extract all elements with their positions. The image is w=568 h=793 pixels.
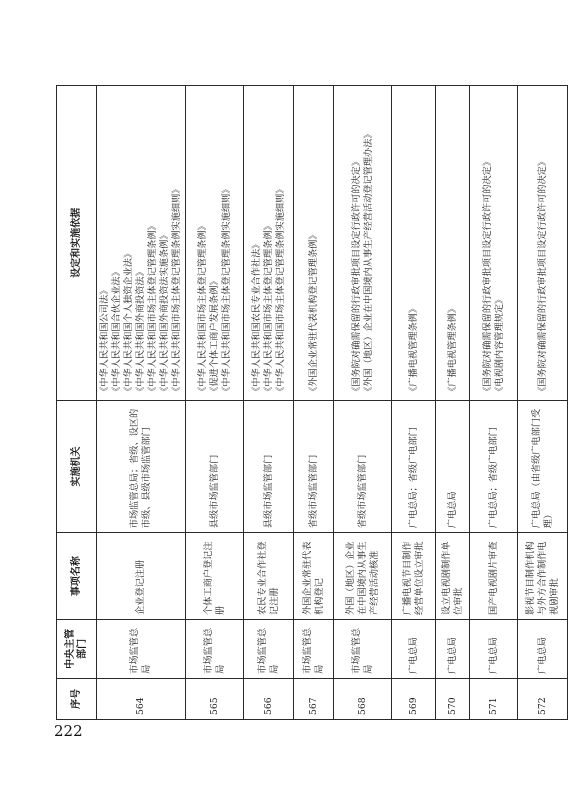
basis-line: 《促进个体工商户发展条例》 bbox=[208, 276, 220, 396]
table-row bbox=[392, 86, 436, 720]
cell-dept: 市场监管总局 bbox=[334, 619, 392, 678]
basis-line: 《中华人民共和国市场主体登记管理条例实施细则》 bbox=[274, 184, 286, 396]
table-row bbox=[470, 86, 518, 720]
header-basis: 设定和实施依据 bbox=[57, 86, 97, 401]
cell-item: 外国（地区）企业在中国境内从事生产经营活动核准 bbox=[334, 533, 392, 620]
cell-dept: 市场监管总局 bbox=[186, 619, 244, 678]
cell-seq: 572 bbox=[518, 678, 568, 719]
cell-basis bbox=[244, 86, 294, 401]
cell-dept: 市场监管总局 bbox=[97, 619, 186, 678]
cell-basis bbox=[97, 86, 186, 401]
cell-agency: 省级市场监管部门 bbox=[294, 400, 334, 532]
basis-line: 《中华人民共和国公司法》 bbox=[99, 285, 110, 396]
basis-line: 《中华人民共和国市场主体登记管理条例实施细则》 bbox=[171, 184, 182, 396]
cell-dept: 市场监管总局 bbox=[294, 619, 334, 678]
basis-line: 《外国（地区）企业在中国境内从事生产经营活动登记管理办法》 bbox=[362, 129, 374, 396]
basis-line: 《国务院对确需保留的行政审批项目设定行政许可的决定》 bbox=[536, 156, 548, 396]
basis-line: 《外国企业常驻代表机构登记管理条例》 bbox=[307, 230, 319, 396]
table-row bbox=[334, 86, 392, 720]
cell-agency: 县级市场监管部门 bbox=[186, 400, 244, 532]
cell-basis bbox=[294, 86, 334, 401]
cell-seq: 565 bbox=[186, 678, 244, 719]
basis-line: 《中华人民共和国市场主体登记管理条例》 bbox=[147, 221, 158, 396]
cell-item: 外国企业常驻代表机构登记 bbox=[294, 533, 334, 620]
cell-agency: 广电总局（由省级广电部门受理） bbox=[518, 400, 568, 532]
basis-line: 《国务院对确需保留的行政审批项目设定行政许可的决定》 bbox=[481, 156, 493, 396]
table-header-row bbox=[57, 86, 97, 720]
basis-line: 《电视剧内容管理规定》 bbox=[493, 294, 505, 396]
cell-item: 企业登记注册 bbox=[97, 533, 186, 620]
cell-agency: 市场监管总局；省级、设区的市级、县级市场监管部门 bbox=[97, 400, 186, 532]
cell-item: 农民专业合作社登记注册 bbox=[244, 533, 294, 620]
cell-dept: 广电总局 bbox=[436, 619, 470, 678]
basis-line: 《中华人民共和国市场主体登记管理条例》 bbox=[196, 221, 208, 396]
cell-seq: 566 bbox=[244, 678, 294, 719]
cell-seq: 569 bbox=[392, 678, 436, 719]
cell-seq: 571 bbox=[470, 678, 518, 719]
basis-line: 《中华人民共和国市场主体登记管理条例实施细则》 bbox=[220, 184, 232, 396]
cell-item: 个体工商户登记注册 bbox=[186, 533, 244, 620]
table-row bbox=[518, 86, 568, 720]
cell-basis bbox=[186, 86, 244, 401]
cell-item: 影视节目制作机构与外方合作制作电视剧审批 bbox=[518, 533, 568, 620]
table-body bbox=[97, 86, 568, 720]
cell-agency: 广电总局；省级广电部门 bbox=[470, 400, 518, 532]
basis-line: 《中华人民共和国外商投资法》 bbox=[135, 267, 146, 396]
cell-basis bbox=[392, 86, 436, 401]
basis-line: 《广播电视管理条例》 bbox=[446, 303, 458, 396]
cell-seq: 568 bbox=[334, 678, 392, 719]
approval-items-table bbox=[56, 85, 568, 720]
cell-item: 设立电视剧制作单位审批 bbox=[436, 533, 470, 620]
cell-dept: 广电总局 bbox=[392, 619, 436, 678]
cell-dept: 市场监管总局 bbox=[244, 619, 294, 678]
table-row bbox=[186, 86, 244, 720]
cell-agency: 省级市场监管部门 bbox=[334, 400, 392, 532]
cell-basis bbox=[334, 86, 392, 401]
basis-line: 《广播电视管理条例》 bbox=[407, 303, 419, 396]
cell-basis bbox=[518, 86, 568, 401]
basis-line: 《国务院对确需保留的行政审批项目设定行政许可的决定》 bbox=[350, 156, 362, 396]
cell-dept: 广电总局 bbox=[518, 619, 568, 678]
basis-line: 《中华人民共和国市场主体登记管理条例》 bbox=[262, 221, 274, 396]
cell-agency: 县级市场监管部门 bbox=[244, 400, 294, 532]
cell-item: 国产电视剧片审查 bbox=[470, 533, 518, 620]
table-row bbox=[97, 86, 186, 720]
header-agency: 实施机关 bbox=[57, 400, 97, 532]
header-seq: 序号 bbox=[57, 678, 97, 719]
table-row bbox=[436, 86, 470, 720]
cell-basis bbox=[436, 86, 470, 401]
basis-line: 《中华人民共和国农民专业合作社法》 bbox=[250, 239, 262, 396]
page-number: 222 bbox=[54, 722, 83, 740]
basis-line: 《中华人民共和国外商投资法实施条例》 bbox=[159, 230, 170, 396]
basis-line: 《中华人民共和国合伙企业法》 bbox=[111, 267, 122, 396]
header-dept: 中央主管部门 bbox=[57, 619, 97, 678]
cell-item: 广播电视节目制作经营单位设立审批 bbox=[392, 533, 436, 620]
table-row bbox=[294, 86, 334, 720]
header-item: 事项名称 bbox=[57, 533, 97, 620]
cell-agency: 广电总局 bbox=[436, 400, 470, 532]
cell-dept: 广电总局 bbox=[470, 619, 518, 678]
cell-seq: 567 bbox=[294, 678, 334, 719]
cell-basis bbox=[470, 86, 518, 401]
table-row bbox=[244, 86, 294, 720]
cell-seq: 570 bbox=[436, 678, 470, 719]
cell-agency: 广电总局；省级广电部门 bbox=[392, 400, 436, 532]
cell-seq: 564 bbox=[97, 678, 186, 719]
rotated-table-container bbox=[56, 85, 560, 720]
basis-line: 《中华人民共和国个人独资企业法》 bbox=[123, 248, 134, 396]
